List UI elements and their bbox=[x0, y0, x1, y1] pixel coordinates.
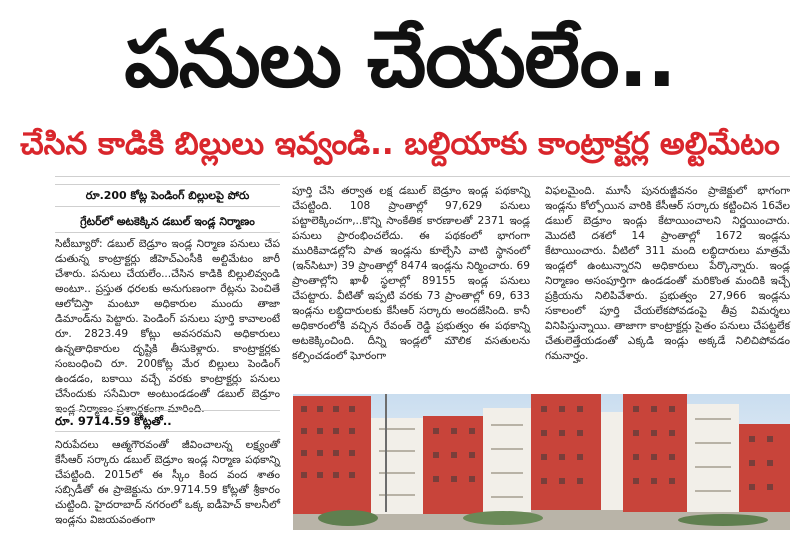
article-column-1-continued bbox=[55, 438, 280, 530]
divider bbox=[55, 176, 790, 177]
kicker-pending-bills: రూ.200 కోట్ల పెండింగ్ బిల్లులపై పోరు bbox=[55, 184, 280, 207]
apartment-buildings-illustration bbox=[293, 394, 790, 530]
article-body-1: సిటీబ్యూరో: డబుల్ బెడ్రూం ఇండ్ల నిర్మాణ పనులు చేప డుతున్న కాంట్రాక్టర్లు జీహెచ్ఎంసీకి అల్టిమేటం జారీ చేశారు. పనులు చేయలేం...చేసిన కాడికి బిల్లులివ్వండి అంటూ.. ప్రస్తుత ధరలకు అనుగుణంగా రేట్లను పెంచితే ఆలోచిస్తా మంటూ అధికారుల ముందు తాజా డిమాండ్‌ను పెట్టారు. పెండింగ్ పనులు పూర్తి కావాలంటే రూ. 2823.49 కోట్లు అవసరమని అధికారులు ఉన్నతాధికారుల దృష్టికి తీసుకెళ్లారు. కాంట్రాక్టర్లకు సంబంధించి రూ. 200కోట్ల మేర బిల్లులు పెండింగ్ ఉండడం, బకాయి వచ్చే వరకు కాంట్రాక్టర్లు పనులు చేసేందుకు ససేమిరా అంటుండడంతో డబుల్ బెడ్రూం ఇండ్ల నిర్మాణం ప్రశ్నార్థకంగా మారింది. bbox=[55, 238, 280, 415]
article-body-1b: నిరుపేదలు ఆత్మగౌరవంతో జీవించాలన్న లక్ష్యంతో కేసీఆర్ సర్కారు డబుల్ బెడ్రూం ఇండ్ల నిర్మాణ పథకాన్ని చేపట్టింది. 2015లో ఈ స్కీం కింద వంద శాతం సబ్సిడీతో ఈ ప్రాజెక్టును రూ.9714.59 కోట్లతో శ్రీకారం చుట్టింది. హైదరాబాద్ నగరంలో ఒక్క ఐడీహెచ్ కాలనీలో ఇండ్లను విజయవంతంగా bbox=[55, 439, 280, 526]
article-column-2 bbox=[292, 184, 530, 392]
headline: పనులు చేయలేం.. bbox=[124, 15, 676, 105]
building-right-cluster bbox=[623, 394, 790, 512]
article-column-3 bbox=[545, 184, 790, 364]
article-column-1 bbox=[55, 184, 280, 415]
building-center-cluster bbox=[483, 394, 623, 512]
subheadline: చేసిన కాడికి బిల్లులు ఇవ్వండి.. బల్దియాకు కాంట్రాక్టర్ల అల్టిమేటం bbox=[20, 126, 780, 162]
article-body-3: విఫలమైంది. మూసీ పునరుజ్జీవనం ప్రాజెక్టులో భాగంగా ఇండ్లను కోల్పోయిన వారికి కేసీఆర్ సర్కారు కట్టించిన 16వేల డబుల్ బెడ్రూం ఇండ్లు కేటాయించాలని నిర్ణయించారు. మొదటి దశలో 14 ప్రాంతాల్లో 1672 ఇండ్లను కేటాయించారు. వీటిలో 311 మంది లబ్ధిదారులు మాత్రమే ఇండ్లలో ఉంటున్నారని అధికారులు పేర్కొన్నారు. ఇండ్ల నిర్మాణం అసంపూర్తిగా ఉండడంతో మరికొంత మందికి ఇచ్చే ప్రక్రియను నిలిపివేశారు. ప్రభుత్వం 27,966 ఇండ్లను సకాలంలో పూర్తి చేయలేకపోవడంపై తీవ్ర విమర్శలు వినిపిస్తున్నాయి. తాజాగా కాంట్రాక్టర్లు సైతం పనులు చేపట్టలేక చేతులెత్తేయడంతో ఎక్కడి ఇండ్లు అక్కడే నిలిచిపోవడం గమనార్హం. bbox=[545, 185, 790, 362]
housing-photo bbox=[293, 394, 790, 530]
callout-amount: రూ. 9714.59 కోట్లతో.. bbox=[55, 410, 280, 432]
kicker-double-houses: గ్రేటర్‌లో అటకెక్కిన డబుల్ ఇండ్ల నిర్మాణం bbox=[55, 211, 280, 233]
article-body-2: పూర్తి చేసి తర్వాత లక్ష డబుల్ బెడ్రూం ఇండ్ల పథకాన్ని చేపట్టింది. 108 ప్రాంతాల్లో 97,629 పనులు పట్టాలెక్కించగా,..కొన్ని సాంకేతిక కారణాలతో 2371 ఇండ్ల పనులు ప్రారంభించలేదు. ఈ పథకంలో భాగంగా మురికివాడల్లోని పాత ఇండ్లను కూల్చేసి వాటి స్థానంలో (ఇన్‌సిటూ) 39 ప్రాంతాల్లో 8474 ఇండ్లను నిర్మించారు. 69 ప్రాంతాల్లోని ఖాళీ స్థలాల్లో 89155 ఇండ్ల పనులు చేపట్టారు. వీటితో ఇప్పటి వరకు 73 ప్రాంతాల్లో 69, 633 ఇండ్లను లబ్ధిదారులకు కేసీఆర్ సర్కారు అందజేసింది. కానీ అధికారంలోకి వచ్చిన రేవంత్ రెడ్డి ప్రభుత్వం ఈ పథకాన్ని అటకెక్కించింది. దీన్ని ఇండ్లలో మౌలిక వసతులను కల్పించడంలో ఘోరంగా bbox=[292, 185, 530, 362]
